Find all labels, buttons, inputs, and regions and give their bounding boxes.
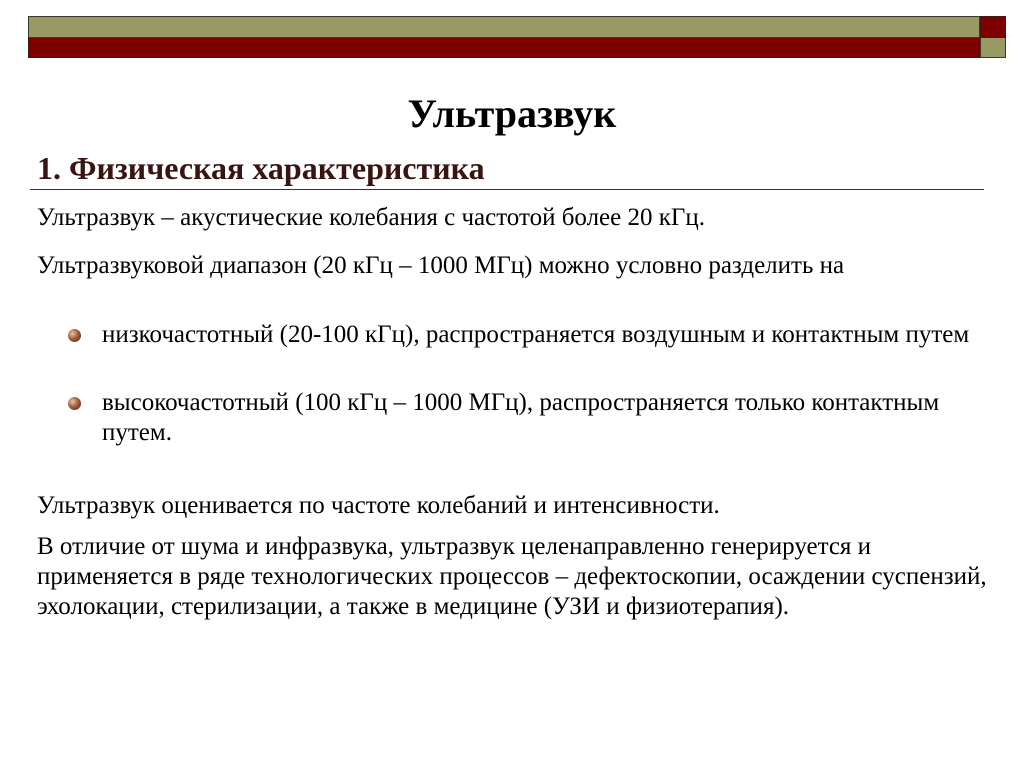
bullet-icon [68,329,81,342]
paragraph-assessment: Ультразвук оценивается по частоте колебаний и интенсивности. [37,492,720,519]
bullet-icon [68,397,81,410]
header-bar-maroon [28,38,980,58]
subtitle-divider [30,189,984,190]
paragraph-definition: Ультразвук – акустические колебания с частотой более 20 кГц. [37,204,705,231]
header-square-maroon [980,16,1006,38]
list-item-text: высокочастотный (100 кГц – 1000 МГц), распространяется только контактным путем. [102,389,940,446]
paragraph-range: Ультразвуковой диапазон (20 кГц – 1000 МГц) можно условно разделить на [37,252,845,279]
header-bar-olive [28,16,980,38]
slide-title: Ультразвук [407,91,617,136]
slide-subtitle: 1. Физическая характеристика [37,150,485,186]
list-item-text: низкочастотный (20-100 кГц), распространяется воздушным и контактным путем [102,321,970,348]
header-square-olive [980,38,1006,58]
paragraph-applications: В отличие от шума и инфразвука, ультразвук целенаправленно генерируется и применяется в ряде технологических процессов – дефектоскопии, осаждении суспензий, эхолокации, стерилизации, а также в медицине (УЗИ и физиотерапия). [37,533,987,620]
